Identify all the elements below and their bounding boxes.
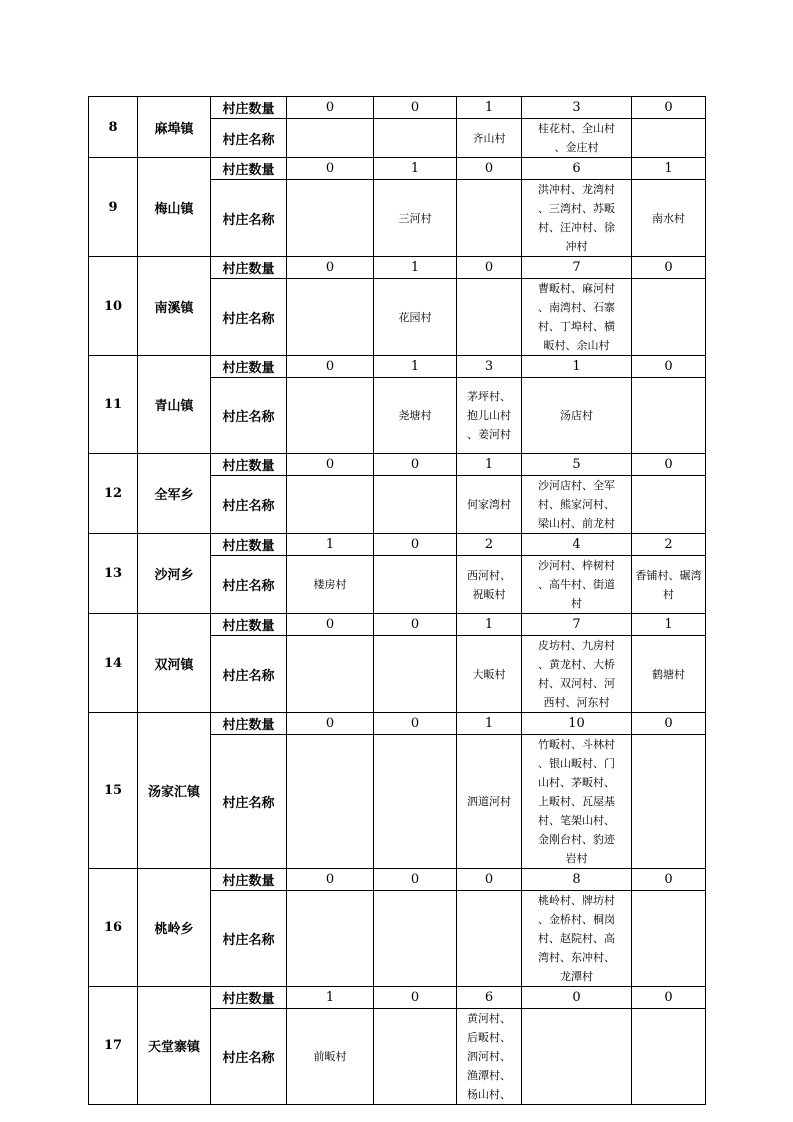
village-count: 8 — [522, 869, 632, 891]
row-index: 16 — [89, 869, 138, 987]
village-count: 1 — [457, 454, 522, 476]
village-names-line: 后畈村、 — [467, 1031, 511, 1044]
village-count: 0 — [632, 454, 706, 476]
village-names — [632, 180, 706, 257]
village-names-line: 村、熊家河村、 — [538, 498, 615, 511]
village-count: 1 — [287, 534, 374, 556]
village-names — [287, 1009, 374, 1105]
village-names-line: 抱儿山村 — [467, 409, 511, 422]
village-names — [457, 180, 522, 257]
village-names-line: 何家湾村 — [467, 498, 511, 511]
town-name: 双河镇 — [138, 614, 211, 713]
town-name: 全军乡 — [138, 454, 211, 534]
village-names — [457, 279, 522, 356]
village-names-line: 村、笔架山村、 — [538, 814, 615, 827]
village-names — [522, 378, 632, 454]
village-names-line: 汤店村 — [560, 409, 593, 422]
village-count: 0 — [632, 97, 706, 119]
village-names-line: 祝畈村 — [472, 587, 506, 601]
row-index: 8 — [89, 97, 138, 158]
village-names — [632, 476, 706, 534]
village-names-line: 桃岭村、牌坊村 — [538, 894, 615, 907]
village-names — [522, 636, 632, 713]
village-names — [287, 378, 374, 454]
village-names — [522, 1009, 632, 1105]
row-index: 14 — [89, 614, 138, 713]
village-names-line: 西村、河东村 — [543, 696, 610, 709]
village-count: 0 — [287, 356, 374, 378]
village-names-line: 花园村 — [398, 310, 432, 324]
count-label: 村庄数量 — [211, 257, 287, 279]
village-count: 1 — [632, 158, 706, 180]
village-names — [374, 476, 457, 534]
count-label: 村庄数量 — [211, 356, 287, 378]
village-names — [457, 636, 522, 713]
village-names — [522, 180, 632, 257]
village-count: 0 — [632, 987, 706, 1009]
village-names-line: 、南湾村、石寨 — [538, 301, 615, 314]
village-count: 0 — [374, 713, 457, 735]
town-name: 桃岭乡 — [138, 869, 211, 987]
count-label: 村庄数量 — [211, 614, 287, 636]
village-names-line: 齐山村 — [472, 131, 506, 145]
village-count: 0 — [374, 869, 457, 891]
village-count: 0 — [374, 97, 457, 119]
names-label: 村庄名称 — [211, 556, 287, 614]
village-names-line: 梁山村、前龙村 — [538, 517, 615, 530]
table-row — [89, 97, 706, 119]
village-names-line: 前畈村 — [313, 1050, 347, 1063]
village-table — [88, 96, 706, 1105]
village-names — [522, 279, 632, 356]
village-names — [632, 636, 706, 713]
village-count: 2 — [632, 534, 706, 556]
names-label: 村庄名称 — [211, 476, 287, 534]
village-names — [522, 119, 632, 158]
row-index: 15 — [89, 713, 138, 869]
village-names-line: 、三湾村、苏畈 — [538, 202, 615, 215]
town-name: 麻埠镇 — [138, 97, 211, 158]
village-names — [374, 735, 457, 869]
village-names — [632, 1009, 706, 1105]
row-index: 17 — [89, 987, 138, 1105]
village-names — [632, 735, 706, 869]
village-names-line: 、姜河村 — [467, 428, 511, 441]
village-names-line: 畈村、余山村 — [543, 339, 610, 352]
village-names-line: 、金庄村 — [554, 141, 599, 154]
village-names-line: 、金桥村、桐岗 — [538, 913, 615, 926]
village-names — [457, 119, 522, 158]
row-index: 11 — [89, 356, 138, 454]
village-names-line: 村、丁埠村、横 — [538, 320, 615, 333]
village-names — [632, 119, 706, 158]
names-label: 村庄名称 — [211, 180, 287, 257]
village-names — [287, 556, 374, 614]
village-names-line: 南水村 — [652, 211, 685, 225]
village-names-line: 金刚台村、豹迹 — [538, 833, 615, 846]
village-names-line: 上畈村、瓦屋基 — [538, 795, 615, 808]
village-names — [522, 891, 632, 987]
village-count: 6 — [522, 158, 632, 180]
village-names-line: 山村、茅畈村、 — [538, 776, 615, 789]
row-index: 13 — [89, 534, 138, 614]
village-names-line: 曹畈村、麻河村 — [538, 282, 615, 295]
village-names-line: 洪冲村、龙湾村 — [538, 183, 615, 196]
village-count: 1 — [457, 713, 522, 735]
village-names-line: 泗河村、 — [467, 1050, 511, 1063]
village-count: 0 — [632, 356, 706, 378]
village-names — [287, 891, 374, 987]
village-names — [374, 1009, 457, 1105]
names-label: 村庄名称 — [211, 279, 287, 356]
table-row — [89, 454, 706, 476]
village-count: 1 — [287, 987, 374, 1009]
table-row — [89, 713, 706, 735]
table-row — [89, 869, 706, 891]
village-names — [522, 556, 632, 614]
village-count: 1 — [374, 158, 457, 180]
village-count: 0 — [287, 614, 374, 636]
village-names-line: 岩村 — [565, 852, 588, 865]
town-name: 天堂寨镇 — [138, 987, 211, 1105]
village-names — [287, 119, 374, 158]
village-names — [457, 476, 522, 534]
village-count: 0 — [457, 257, 522, 279]
count-label: 村庄数量 — [211, 454, 287, 476]
village-names — [374, 119, 457, 158]
village-names-line: 村 — [571, 597, 582, 610]
village-count: 0 — [522, 987, 632, 1009]
village-names-line: 桂花村、全山村 — [538, 122, 615, 135]
row-index: 12 — [89, 454, 138, 534]
village-count: 1 — [522, 356, 632, 378]
village-names-line: 村、赵院村、高 — [538, 932, 615, 945]
village-names — [632, 378, 706, 454]
village-names — [374, 636, 457, 713]
village-count: 1 — [457, 614, 522, 636]
village-names-line: 村、双河村、河 — [538, 677, 615, 690]
village-count: 0 — [632, 257, 706, 279]
village-names-line: 鹤塘村 — [652, 667, 685, 681]
names-label: 村庄名称 — [211, 1009, 287, 1105]
village-count: 0 — [374, 454, 457, 476]
row-index: 9 — [89, 158, 138, 257]
village-count: 0 — [287, 257, 374, 279]
village-names-line: 大畈村 — [472, 667, 506, 681]
village-names — [374, 279, 457, 356]
village-names — [287, 735, 374, 869]
table-row — [89, 257, 706, 279]
table-row — [89, 987, 706, 1009]
table-row — [89, 158, 706, 180]
village-names-line: 茅坪村、 — [467, 390, 511, 403]
names-label: 村庄名称 — [211, 119, 287, 158]
village-count: 1 — [457, 97, 522, 119]
village-count: 5 — [522, 454, 632, 476]
village-count: 0 — [457, 158, 522, 180]
village-count: 0 — [287, 158, 374, 180]
village-count: 7 — [522, 614, 632, 636]
count-label: 村庄数量 — [211, 869, 287, 891]
village-count: 3 — [522, 97, 632, 119]
village-names-line: 、银山畈村、门 — [538, 757, 615, 770]
village-count: 4 — [522, 534, 632, 556]
village-names-line: 尧塘村 — [398, 409, 432, 422]
village-names-line: 龙潭村 — [560, 970, 593, 983]
village-names-line: 村、汪冲村、徐 — [538, 221, 615, 234]
village-names-line: 杨山村、 — [467, 1088, 511, 1101]
count-label: 村庄数量 — [211, 534, 287, 556]
village-count: 1 — [374, 356, 457, 378]
village-names-line: 湾村、东冲村、 — [538, 951, 615, 964]
row-index: 10 — [89, 257, 138, 356]
village-names — [374, 556, 457, 614]
village-names-line: 沙河店村、全军 — [538, 479, 615, 492]
village-names-line: 楼房村 — [313, 578, 347, 591]
village-count: 10 — [522, 713, 632, 735]
names-label: 村庄名称 — [211, 891, 287, 987]
village-count: 3 — [457, 356, 522, 378]
village-names-line: 黄河村、 — [467, 1012, 511, 1025]
town-name: 沙河乡 — [138, 534, 211, 614]
village-count: 6 — [457, 987, 522, 1009]
town-name: 梅山镇 — [138, 158, 211, 257]
town-name: 南溪镇 — [138, 257, 211, 356]
village-count: 1 — [632, 614, 706, 636]
village-names-line: 村 — [663, 587, 674, 601]
village-count: 0 — [632, 869, 706, 891]
village-names-line: 渔潭村、 — [467, 1069, 511, 1082]
village-count: 0 — [287, 869, 374, 891]
village-names — [457, 735, 522, 869]
village-names — [522, 735, 632, 869]
village-count: 0 — [632, 713, 706, 735]
village-count: 0 — [374, 534, 457, 556]
table-row — [89, 614, 706, 636]
village-count: 0 — [287, 97, 374, 119]
village-count: 0 — [287, 454, 374, 476]
names-label: 村庄名称 — [211, 378, 287, 454]
village-names-line: 香铺村、碾湾 — [635, 568, 702, 582]
village-count: 0 — [374, 614, 457, 636]
village-count: 0 — [287, 713, 374, 735]
village-names-line: 沙河村、梓树村 — [538, 559, 615, 572]
names-label: 村庄名称 — [211, 735, 287, 869]
table-row — [89, 356, 706, 378]
village-names-line: 三河村 — [398, 211, 432, 225]
town-name: 青山镇 — [138, 356, 211, 454]
village-names — [374, 891, 457, 987]
village-names — [287, 476, 374, 534]
village-names — [457, 891, 522, 987]
names-label: 村庄名称 — [211, 636, 287, 713]
village-names-line: 皮坊村、九房村 — [538, 639, 615, 652]
village-names-line: 冲村 — [565, 240, 588, 253]
count-label: 村庄数量 — [211, 97, 287, 119]
village-names — [457, 1009, 522, 1105]
village-names — [522, 476, 632, 534]
village-names — [457, 556, 522, 614]
village-count: 2 — [457, 534, 522, 556]
village-names — [632, 891, 706, 987]
village-names — [287, 279, 374, 356]
village-names — [374, 180, 457, 257]
count-label: 村庄数量 — [211, 158, 287, 180]
village-names — [287, 636, 374, 713]
village-names — [632, 279, 706, 356]
village-count: 0 — [374, 987, 457, 1009]
village-count: 7 — [522, 257, 632, 279]
village-names — [457, 378, 522, 454]
village-names — [632, 556, 706, 614]
village-names — [287, 180, 374, 257]
count-label: 村庄数量 — [211, 713, 287, 735]
village-names-line: 西河村、 — [467, 568, 511, 582]
village-count: 1 — [374, 257, 457, 279]
count-label: 村庄数量 — [211, 987, 287, 1009]
village-names-line: 泗道河村 — [467, 795, 511, 808]
town-name: 汤家汇镇 — [138, 713, 211, 869]
village-names-line: 竹畈村、斗林村 — [538, 738, 615, 751]
village-names-line: 、高牛村、街道 — [538, 578, 615, 591]
village-count: 0 — [457, 869, 522, 891]
village-names — [374, 378, 457, 454]
table-row — [89, 534, 706, 556]
village-names-line: 、黄龙村、大桥 — [538, 658, 615, 671]
